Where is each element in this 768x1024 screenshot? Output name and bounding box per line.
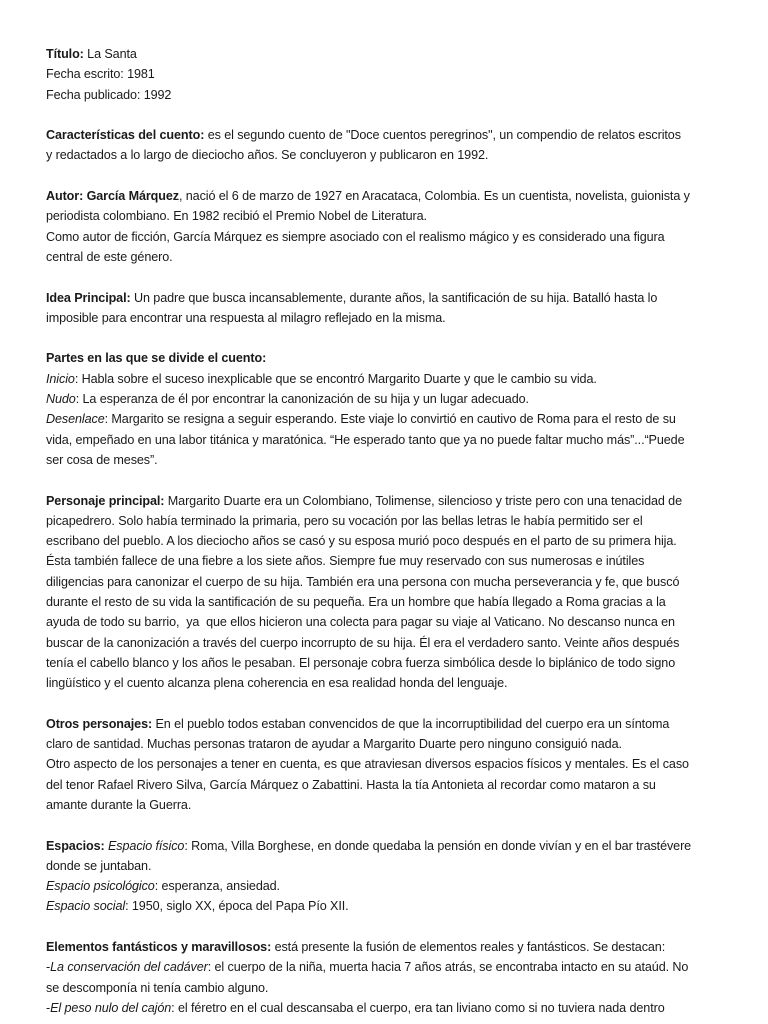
- personaje-line: tenía el cabello blanco y los años le pesaban. El personaje cobra fuerza simbólica desde lo biplánico de todo signo: [46, 655, 676, 670]
- personaje-line: durante el resto de su vida la santificación de su pequeña. Era un hombre que había llegado a Roma gracias a la: [46, 595, 666, 610]
- otros-line: claro de santidad. Muchas personas trataron de ayudar a Margarito Duarte pero ninguno consiguió nada.: [46, 737, 622, 752]
- document-page: [46, 44, 726, 1018]
- autor-name: García Márquez: [83, 189, 179, 204]
- personaje-line-1: Personaje principal: Margarito Duarte era un Colombiano, Tolimense, silencioso y triste pero con una tenacidad de: [46, 493, 682, 508]
- caracteristicas-line-1: Características del cuento: es el segundo cuento de "Doce cuentos peregrinos", un compendio de relatos escritos: [46, 128, 681, 143]
- elementos-item-2-label: El peso nulo del cajón: [50, 1000, 172, 1015]
- elementos-line-1: Elementos fantásticos y maravillosos: está presente la fusión de elementos reales y fantásticos. Se destacan:: [46, 940, 666, 955]
- partes-desenlace-2: vida, empeñado en una labor titánica y maratónica. “He esperado tanto que ya no puede faltar mucho más”...“Puede: [46, 432, 685, 447]
- partes-heading: Partes en las que se divide el cuento:: [46, 351, 267, 366]
- autor-line-3: Como autor de ficción, García Márquez es siempre asociado con el realismo mágico y es considerado una figura: [46, 229, 665, 244]
- title-label: Título:: [46, 47, 84, 61]
- elementos-item-1-line-2: se descomponía ni tenía cambio alguno.: [46, 980, 269, 995]
- otros-heading: Otros personajes:: [46, 716, 153, 731]
- caracteristicas-line-2: y redactados a lo largo de dieciocho años. Se concluyeron y publicaron en 1992.: [46, 148, 489, 163]
- fecha-escrito: Fecha escrito: 1981: [46, 67, 155, 82]
- elementos-item-2: -El peso nulo del cajón: el féretro en el cual descansaba el cuerpo, era tan liviano como si no tuviera nada dentro: [46, 1000, 665, 1015]
- personaje-heading: Personaje principal:: [46, 493, 165, 508]
- personaje-line: lingüístico y el cuento alcanza plena coherencia en esa realidad honda del lenguaje.: [46, 676, 508, 691]
- fecha-publicado: Fecha publicado: 1992: [46, 87, 172, 102]
- personaje-line: Ésta también fallece de una fiebre a los siete años. Siempre fue muy reservado con sus numerosas e inútiles: [46, 554, 645, 569]
- partes-desenlace: Desenlace: Margarito se resigna a seguir esperando. Este viaje lo convirtió en cautivo de Roma para el resto de su: [46, 412, 676, 427]
- personaje-line: picapedrero. Solo había terminado la primaria, pero su vocación por las bellas letras le había permitido ser el: [46, 513, 643, 528]
- espacio-psicologico: Espacio psicológico: esperanza, ansiedad.: [46, 879, 280, 894]
- espacios-line-1: Espacios: Espacio físico: Roma, Villa Borghese, en donde quedaba la pensión en donde vivían y en el bar trastévere: [46, 838, 692, 853]
- elementos-heading: Elementos fantásticos y maravillosos:: [46, 940, 272, 955]
- title-line: [46, 44, 726, 64]
- otros-line: del tenor Rafael Rivero Silva, García Márquez o Zabattini. Hasta la tía Antonieta al recordar como mataron a su: [46, 777, 656, 792]
- espacio-social: Espacio social: 1950, siglo XX, época del Papa Pío XII.: [46, 899, 349, 914]
- partes-desenlace-3: ser cosa de meses”.: [46, 452, 158, 467]
- title-value: La Santa: [83, 47, 137, 61]
- espacio-fisico-label: Espacio físico: [104, 838, 185, 853]
- elementos-item-1: -La conservación del cadáver: el cuerpo de la niña, muerta hacia 7 años atrás, se encontraba intacto en su ataúd. No: [46, 960, 689, 975]
- autor-line-2: periodista colombiano. En 1982 recibió el Premio Nobel de Literatura.: [46, 209, 427, 224]
- autor-heading: Autor:: [46, 189, 84, 204]
- desenlace-label: Desenlace: [46, 412, 105, 427]
- partes-nudo: Nudo: La esperanza de él por encontrar la canonización de su hija y un lugar adecuado.: [46, 392, 529, 407]
- autor-line-4: central de este género.: [46, 249, 173, 264]
- personaje-line: escribano del pueblo. A los dieciocho años se casó y su esposa murió poco después en el parto de su primera hija.: [46, 534, 677, 549]
- elementos-item-1-label: La conservación del cadáver: [50, 960, 208, 975]
- idea-line-2: imposible para encontrar una respuesta al milagro reflejado en la misma.: [46, 310, 446, 325]
- personaje-line: diligencias para canonizar el cuerpo de su hija. También era una persona con mucha perseverancia y fe, que buscó: [46, 574, 680, 589]
- personaje-line: buscar de la canonización a través del cuerpo incorrupto de su hija. Él era el verdadero santo. Veinte años después: [46, 635, 680, 650]
- idea-heading: Idea Principal:: [46, 290, 131, 305]
- caracteristicas-heading: Características del cuento:: [46, 128, 205, 143]
- idea-line-1: Idea Principal: Un padre que busca incansablemente, durante años, la santificación de su hija. Batalló hasta lo: [46, 290, 658, 305]
- espacio-psicologico-label: Espacio psicológico: [46, 879, 155, 894]
- partes-inicio: Inicio: Habla sobre el suceso inexplicable que se encontró Margarito Duarte y que le cambio su vida.: [46, 371, 597, 386]
- espacios-heading: Espacios:: [46, 838, 105, 853]
- personaje-line: ayuda de todo su barrio, ya que ellos hicieron una colecta para pagar su viaje al Vaticano. No descanso nunca en: [46, 615, 675, 630]
- otros-line: Otro aspecto de los personajes a tener en cuenta, es que atraviesan diversos espacios físicos y mentales. Es el caso: [46, 757, 689, 772]
- inicio-label: Inicio: [46, 371, 75, 386]
- espacios-line-2: donde se juntaban.: [46, 858, 152, 873]
- espacio-social-label: Espacio social: [46, 899, 126, 914]
- autor-line-1: Autor: García Márquez, nació el 6 de marzo de 1927 en Aracataca, Colombia. Es un cuentista, novelista, guionista y: [46, 189, 690, 204]
- otros-line: amante durante la Guerra.: [46, 797, 192, 812]
- nudo-label: Nudo: [46, 392, 76, 407]
- otros-line-1: Otros personajes: En el pueblo todos estaban convencidos de que la incorruptibilidad del cuerpo era un síntoma: [46, 716, 670, 731]
